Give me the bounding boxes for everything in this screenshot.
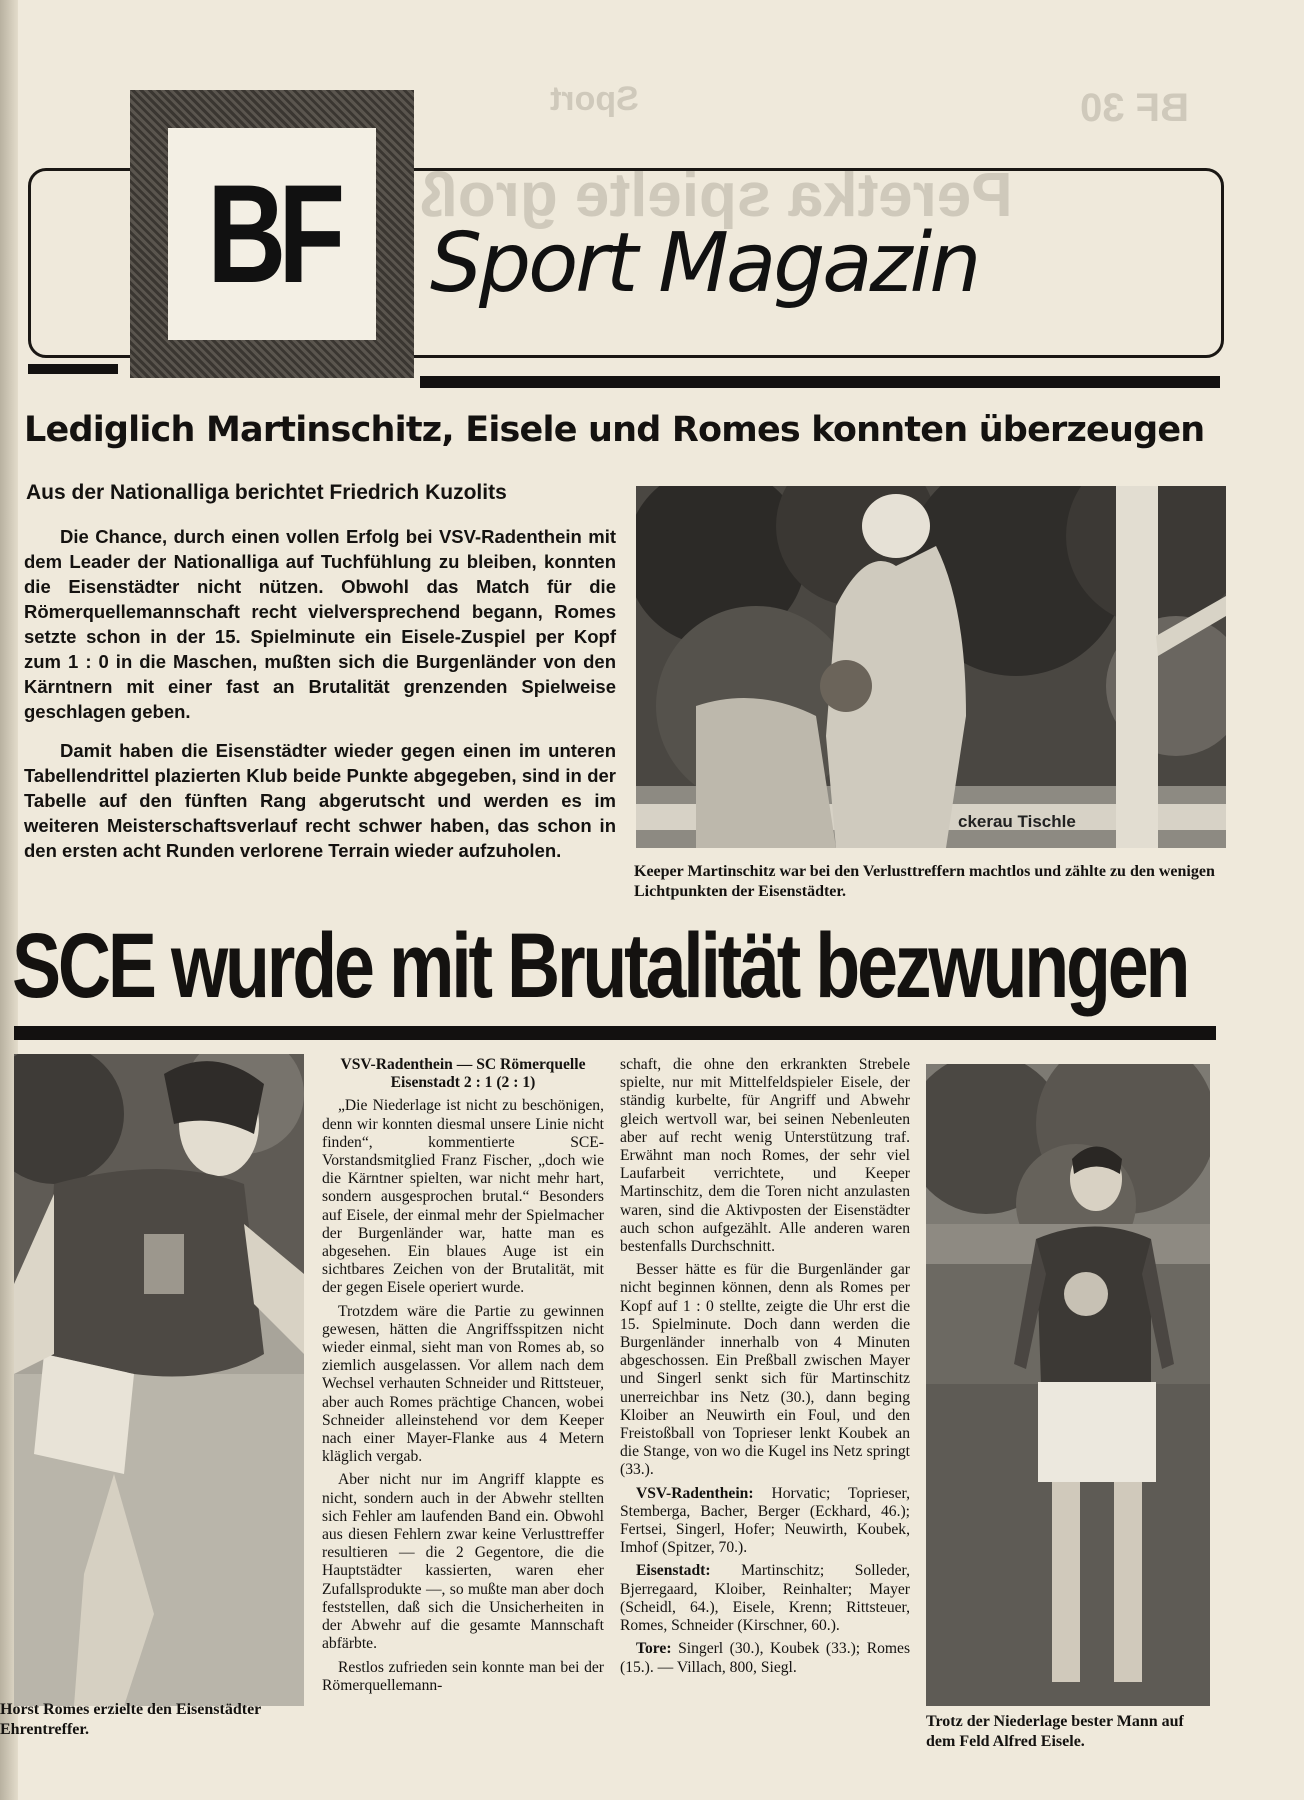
article-heading: VSV-Radenthein — SC Römerquelle Eisenstadt 2 : 1 (2 : 1) (340, 1056, 586, 1092)
ghost-headline: Peretka spielte groß (420, 161, 1013, 230)
goals-label: Tore: (636, 1640, 672, 1658)
article-paragraph: „Die Niederlage ist nicht zu beschönigen, denn wir konnten diesmal unsere Linie nicht finden“, kommentierte SCE-Vorstandsmitglied Franz Fischer, „doch wie die Kärntner spielten, war nicht mehr hart, sondern ausgesprochen brutal.“ Besonders auf Eisele, der einmal mehr der Spielmacher der Burgenländer war, hatte man es abgesehen. Ein blaues Auge ist ein sichtbares Zeichen von der Brutalität, mit der gegen Eisele operiert wurde. (322, 1097, 604, 1297)
lineup-vsv-text: Horvatic; Toprieser, Stemberga, Bacher, Berger (Eckhard, 46.); Fertsei, Singerl, Hofer; Neuwirth, Koubek, Imhof (Spitzer, 70.). (620, 1484, 910, 1557)
article-column-2 (620, 1056, 910, 1682)
article-paragraph: Aber nicht nur im Angriff klappte es nicht, sondern auch in der Abwehr stellten sich Fehler am laufenden Band ein. Obwohl aus diesen Fehlern zwar keine Verlusttreffer resultieren — die 2 Gegentore, die die Hauptstädter kassierten, waren eher Zufallsprodukte —, so mußte man aber doch feststellen, daß sich die Unsicherheiten in der Abwehr auf die gesamte Mannschaft abfärbte. (322, 1471, 604, 1653)
photo-eisele-caption: Trotz der Niederlage bester Mann auf dem Feld Alfred Eisele. (926, 1713, 1184, 1750)
photo-romes-caption: Horst Romes erzielte den Eisenstädter Ehrentreffer. (0, 1701, 261, 1738)
ghost-section-label: Sport (550, 80, 639, 118)
article-paragraph: Restlos zufrieden sein konnte man bei der Römerquellemann- (322, 1658, 604, 1694)
byline: Aus der Nationalliga berichtet Friedrich Kuzolits (26, 481, 507, 504)
upper-headline: Lediglich Martinschitz, Eisele und Romes konnten überzeugen (24, 410, 1205, 450)
lead-paragraph: Damit haben die Eisenstädter wieder gegen einen im unteren Tabellendrittel plazierten Klub beide Punkte abgegeben, sind in der Tabelle auf den fünften Rang abgerutscht und werden es im weiteren Meisterschaftsverlauf recht schwer haben, das schon in den ersten acht Runden verlorene Terrain wieder aufzuholen. (24, 740, 616, 861)
romes-photo-image (14, 1054, 304, 1706)
lead-paragraph: Die Chance, durch einen vollen Erfolg bei VSV-Radenthein mit dem Leader der Nationalliga auf Tuchfühlung zu bleiben, konnten die Eisenstädter nicht nützen. Obwohl das Match für die Römerquellemannschaft recht vielversprechend begann, Romes setzte schon in der 15. Spielminute ein Eisele-Zuspiel per Kopf zum 1 : 0 in die Maschen, mußten sich die Burgenländer von den Kärntnern mit einer fast an Brutalität grenzenden Spielweise geschlagen geben. (24, 526, 616, 722)
bf-logo-text: BF (207, 155, 337, 312)
goalkeeper-photo-image (636, 486, 1226, 848)
article-paragraph: Trotzdem wäre die Partie zu gewinnen gewesen, hätten die Angriffsspitzen nicht wieder einmal, sieht man von Romes ab, so ziemlich ausgelassen. Vor allem nach dem Wechsel verhauten Schneider und Rittsteuer, aber auch Romes prächtige Chancen, wobei Schneider alleinstehend vor dem Keeper nach einer Mayer-Flanke aus 4 Metern kläglich vergab. (322, 1302, 604, 1466)
lineup-eisenstadt-label: Eisenstadt: (636, 1562, 711, 1580)
article-paragraph: Besser hätte es für die Burgenländer gar nicht beginnen können, denn als Romes per Kopf auf 1 : 0 stellte, zeigte die Uhr erst die 15. Spielminute. Doch dann werden die Burgenländer innerhalb von 4 Minuten abgeschossen. Ein Preßball zwischen Mayer und Singerl senkt sich für Martinschitz unerreichbar ins Netz (30.), dann beging Kloiber an Neuwirth ein Foul, und den Freistoßball von Toprieser lenkt Koubek an die Stange, von wo die Kugel ins Netz springt (33.). (620, 1261, 910, 1479)
article-column-1 (322, 1056, 604, 1700)
article-paragraph: schaft, die ohne den erkrankten Strebele spielte, nur mit Mittelfeldspieler Eisele, der ständig kurbelte, für Angriff und Abwehr gleich wertvoll war, bei seinen Nebenleuten aber auf recht wenig Unterstützung traf. Erwähnt man noch Romes, der sehr viel Laufarbeit verrichtete, und Keeper Martinschitz, dem die Toren nicht anzulasten waren, sind die Aktivposten der Eisenstädter auch schon aufgezählt. Alle anderen waren bestenfalls Durchschnitt. (620, 1056, 910, 1256)
photo-goalkeeper (636, 486, 1226, 848)
photo-goalkeeper-caption: Keeper Martinschitz war bei den Verlusttreffern machtlos und zählte zu den wenigen Lichtpunkten der Eisenstädter. (634, 863, 1215, 900)
bf-logo (130, 90, 414, 378)
eisele-photo-image (926, 1064, 1210, 1706)
masthead-rule-right (420, 376, 1220, 388)
main-headline: SCE wurde mit Brutalität bezwungen (12, 915, 1188, 1017)
goals-text: Singerl (30.), Koubek (33.); Romes (15.). — Villach, 800, Siegl. (620, 1640, 911, 1676)
photo-eisele (926, 1064, 1210, 1706)
photo-romes (14, 1054, 304, 1706)
photo-banner-text: ckerau Tischle (958, 812, 1076, 831)
lineup-eisenstadt (620, 1562, 910, 1635)
lineup-eisenstadt-text: Martinschitz; Solleder, Bjerregaard, Kloiber, Reinhalter; Mayer (Scheidl, 64.), Eisele, Krenn; Rittsteuer, Romes, Schneider (Kirschner, 60.). (620, 1562, 910, 1635)
ghost-page-number: BF 30 (1080, 86, 1189, 130)
main-headline-rule (14, 1026, 1216, 1040)
goals-line (620, 1640, 910, 1676)
lineup-vsv (620, 1485, 910, 1558)
magazine-title: Sport Magazin (430, 216, 979, 311)
masthead-rule-left (28, 364, 118, 374)
lineup-vsv-label: VSV-Radenthein: (636, 1484, 754, 1502)
lead-text (24, 524, 616, 877)
